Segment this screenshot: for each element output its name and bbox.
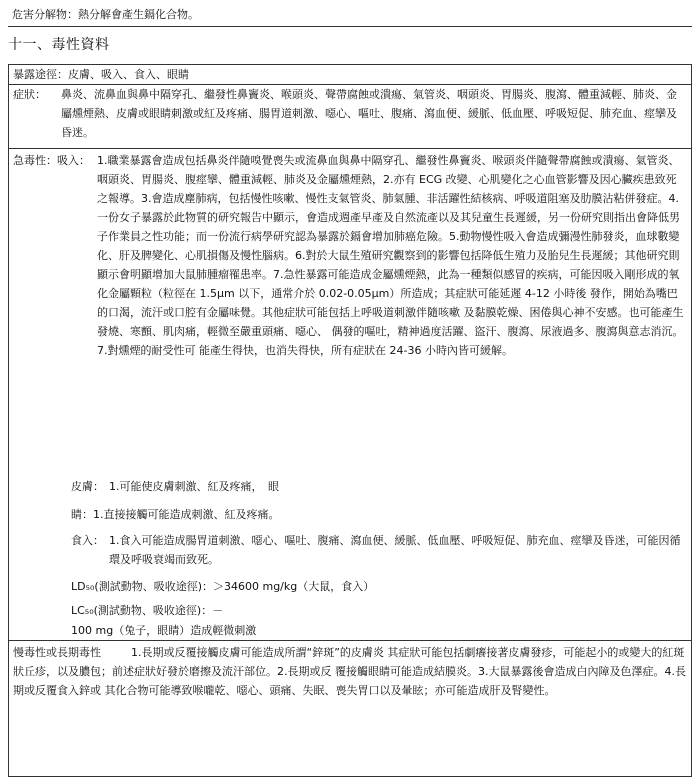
ingestion-text: 1.食入可能造成腸胃道刺激、噁心、嘔吐、腹痛、瀉血便、緩脈、低血壓、呼吸短促、肺充血、痙攣及昏迷，可能因循環及呼吸衰竭而致死。 (109, 534, 681, 566)
symptoms-label: 症狀： (13, 88, 46, 101)
inhalation-text: 1.職業暴露會造成包括鼻炎伴隨嗅覺喪失或流鼻血與鼻中隔穿孔、繼發性鼻竇炎、喉頭炎伴隨聲帶腐蝕或潰瘍、氣管炎、咽頭炎、胃腸炎、腹痙攣、體重減輕、肺炎及金屬燻煙熱，2.亦有 ECG 改變、心肌變化之心血管影響及因心臟疾患致死之報導。3.會造成塵肺病，包括慢性咳嗽、慢性支氣管炎、肺氣腫、非活躍性結核病、呼吸道阻塞及肋膜沾粘併發症。4.一份女子暴露於此物質的研究報告中顯示，會造成週產早產及自然流產以及其兒童生長遲緩，另一份研究則指出會降低男子作業員之性功能；而一份流行病學研究認為暴露於鎘會增加肺癌危險。5.動物慢性吸入會造成彌漫性肺發炎，血球數變化、肝及脾變化、心肌損傷及慢性腦病。6.對於大鼠生殖研究觀察到的影響包括降低生殖力及胎兒生長遲緩；其他研究則顯示會明顯增加大鼠肺腫瘤罹患率。7.急性暴露可能造成金屬燻煙熱，此為一種類似感冒的疾病，可能因吸入剛形成的氧化金屬顆粒（粒徑在 1.5μm 以下，通常介於 0.02-0.05μm）所造成；其症狀可能延遲 4-12 小時後 發作，開始為嘴巴的口渴，流汗或口腔有金屬味覺。其他症狀可能包括上呼吸道刺激伴隨咳嗽 及黏膜乾燥、困倦與心神不安感。也可能產生發燒、寒顫、肌肉痛，輕微至嚴重頭痛、噁心、 偶發的嘔吐，精神過度活躍、盜汗、腹瀉、尿液過多、腹瀉與意志消沉。7.對燻煙的耐受性可 能產生得快，也消失得快，所有症狀在 24-36 小時內皆可緩解。 (97, 154, 684, 357)
skin-text: 1.可能使皮膚刺激、紅及疼痛， 眼 (109, 480, 279, 493)
ingestion-label: 食入： (71, 534, 104, 547)
lc50-text: LC₅₀(測試動物、吸收途徑)：－ (71, 604, 224, 617)
section-title: 十一、毒性資料 (8, 37, 110, 53)
acute-toxicity-label: 急毒性：吸入： (13, 154, 90, 167)
chronic-toxicity-text: 1.長期或反覆接觸皮膚可能造成所謂“鋅斑”的皮膚炎 其症狀可能包括劇癢接著皮膚發疹，可能起小的或變大的紅斑狀丘疹，以及膿包；前述症狀好發於磨擦及流汗部位。2.長期或反 覆接觸眼睛可能造成結膜炎。3.大鼠暴露後會造成白內障及色澤症。4.長期或反覆食入鋅或 其化合物可能導致喉嚨乾、噁心、頭痛、失眠、喪失胃口以及暈眩；亦可能造成肝及腎變性。 (13, 646, 686, 697)
eye-irritation-text: 100 mg（兔子，眼睛）造成輕微刺激 (71, 624, 257, 637)
eye-text: 1.直接接觸可能造成刺激、紅及疼痛。 (93, 508, 280, 521)
chronic-toxicity-row (8, 641, 692, 777)
symptoms-row (8, 85, 692, 149)
skin-label: 皮膚： (71, 480, 104, 493)
acute-toxicity-row (8, 149, 692, 641)
hazard-decomposition: 危害分解物：熱分解會產生鎘化合物。 (8, 5, 692, 27)
symptoms-text: 鼻炎、流鼻血與鼻中隔穿孔、繼發性鼻竇炎、喉頭炎、聲帶腐蝕或潰瘍、氣管炎、咽頭炎、胃腸炎、腹瀉、體重減輕、肺炎、金屬燻煙熱、皮膚或眼睛刺激或紅及疼痛、腸胃道刺激、噁心、嘔吐、腹痛、瀉血便、緩脈、低血壓、呼吸短促、肺充血、痙攣及昏迷。 (61, 88, 677, 139)
eye-label: 睛： (71, 508, 93, 521)
chronic-toxicity-label: 慢毒性或長期毒性 (13, 646, 101, 659)
ld50-text: LD₅₀(測試動物、吸收途徑)：＞34600 mg/kg（大鼠，食入） (71, 580, 375, 593)
exposure-routes: 暴露途徑：皮膚、吸入、食入、眼睛 (8, 64, 692, 85)
